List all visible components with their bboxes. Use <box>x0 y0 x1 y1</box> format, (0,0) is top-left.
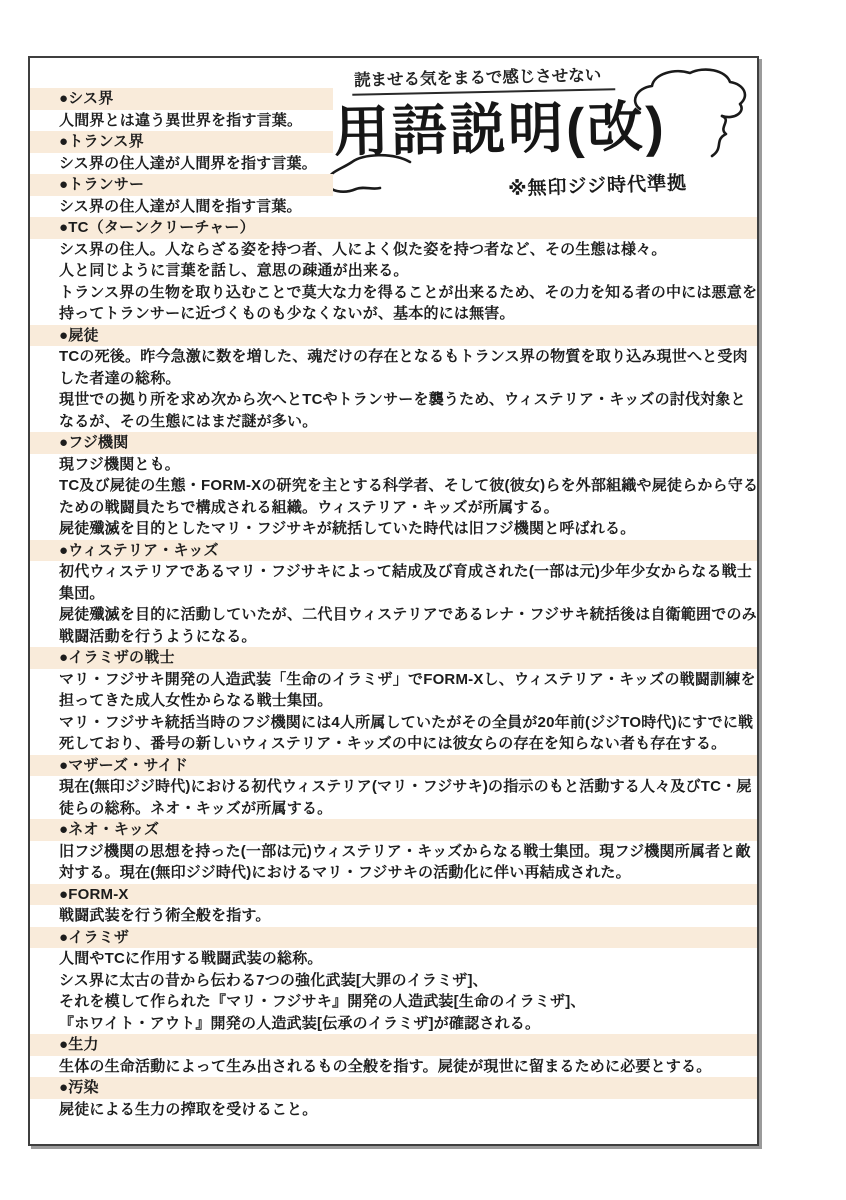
term-header: ●フジ機関 <box>30 432 757 454</box>
definition-line: 生体の生命活動によって生み出されるもの全般を指す。屍徒が現世に留まるために必要とする。 <box>59 1057 712 1075</box>
definition-line: 対する。現在(無印ジジ時代)におけるマリ・フジサキの活動化に伴い再結成された。 <box>59 864 631 881</box>
definition-line: シス界の住人。人ならざる姿を持つ者、人によく似た姿を持つ者など、その生態は様々。 <box>59 240 667 258</box>
term-header: ●マザーズ・サイド <box>30 755 757 777</box>
definition-line: 旧フジ機関の思想を持った(一部は元)ウィステリア・キッズからなる戦士集団。現フジ機関所属者と敵 <box>59 842 751 860</box>
term-header: ●TC（ターンクリーチャー） <box>30 217 757 239</box>
definition-line: シス界の住人達が人間界を指す言葉。 <box>59 154 317 172</box>
definition-line: シス界の住人達が人間を指す言葉。 <box>59 197 302 215</box>
term-header: ●トランス界 <box>30 131 333 153</box>
definition-line: 担ってきた成人女性からなる戦士集団。 <box>59 692 333 709</box>
definition-line: それを模して作られた『マリ・フジサキ』開発の人造武装[生命のイラミザ]、 <box>59 993 586 1010</box>
term-header: ●生力 <box>30 1034 757 1056</box>
definition-line: 持ってトランサーに近づくものも少なくないが、基本的には無害。 <box>59 305 515 322</box>
definition-line: なるが、その生態にはまだ謎が多い。 <box>59 412 318 430</box>
definition-line: 死しており、番号の新しいウィステリア・キッズの中には彼女らの存在を知らない者も存在する。 <box>59 735 727 752</box>
definition-line: 現世での拠り所を求め次から次へとTCやトランサーを襲うため、ウィステリア・キッズの討伐対象と <box>59 391 746 408</box>
definition-line: 初代ウィステリアであるマリ・フジサキによって結成及び育成された(一部は元)少年少女からなる戦士 <box>59 563 753 580</box>
definition-line: マリ・フジサキ開発の人造武装「生命のイラミザ」でFORM-Xし、ウィステリア・キッズの戦闘訓練を <box>59 670 756 688</box>
document-frame <box>28 56 759 1146</box>
glossary-section <box>30 1077 757 1120</box>
definition-line: 屍徒による生力の搾取を受けること。 <box>59 1100 318 1118</box>
term-header: ●イラミザ <box>30 927 757 949</box>
definition-line: 屍徒殲滅を目的に活動していたが、二代目ウィステリアであるレナ・フジサキ統括後は自衛範囲でのみ <box>59 606 757 623</box>
term-header: ●イラミザの戦士 <box>30 647 757 669</box>
term-header: ●屍徒 <box>30 325 757 347</box>
glossary-section <box>30 88 757 131</box>
glossary-section <box>30 432 757 540</box>
definition-line: 集団。 <box>59 584 105 602</box>
term-header: ●トランサー <box>30 174 333 196</box>
term-header: ●ネオ・キッズ <box>30 819 757 841</box>
glossary-section <box>30 131 757 174</box>
definition-line: した者達の総称。 <box>59 369 181 387</box>
glossary-section <box>30 1034 757 1077</box>
term-header: ●シス界 <box>30 88 333 110</box>
definition-line: トランス界の生物を取り込むことで莫大な力を得ることが出来るため、その力を知る者の中には悪意を <box>59 283 758 301</box>
definition-line: 戦闘武装を行う術全般を指す。 <box>59 907 271 924</box>
definition-line: 人間界とは違う異世界を指す言葉。 <box>59 111 303 129</box>
title-annotation: 読ませる気をまるで感じさせない <box>352 61 616 96</box>
definition-line: TC及び屍徒の生態・FORM-Xの研究を主とする科学者、そして彼(彼女)らを外部組織や屍徒らから守る <box>59 477 759 494</box>
glossary-list <box>30 88 757 1120</box>
definition-line: 現在(無印ジジ時代)における初代ウィステリア(マリ・フジサキ)の指示のもと活動する人々及びTC・屍 <box>59 778 752 795</box>
title-note: ※無印ジジ時代準拠 <box>507 172 688 201</box>
definition-line: ための戦闘員たちで構成される組織。ウィステリア・キッズが所属する。 <box>59 498 559 516</box>
definition-line: 戦闘活動を行うようになる。 <box>59 627 257 645</box>
term-header: ●FORM-X <box>30 884 757 906</box>
definition-line: 人と同じように言葉を話し、意思の疎通が出来る。 <box>59 262 409 279</box>
glossary-section <box>30 819 757 884</box>
glossary-section <box>30 217 757 325</box>
glossary-section <box>30 884 757 927</box>
glossary-section <box>30 647 757 755</box>
glossary-section <box>30 174 757 217</box>
definition-line: 人間やTCに作用する戦闘武装の総称。 <box>59 950 323 967</box>
definition-line: シス界に太古の昔から伝わる7つの強化武装[大罪のイラミザ]、 <box>59 971 488 989</box>
definition-line: 徒らの総称。ネオ・キッズが所属する。 <box>59 799 333 817</box>
term-header: ●汚染 <box>30 1077 757 1099</box>
glossary-section <box>30 927 757 1035</box>
term-header: ●ウィステリア・キッズ <box>30 540 757 562</box>
definition-line: マリ・フジサキ統括当時のフジ機関には4人所属していたがその全員が20年前(ジジTO時代)にすでに戦 <box>59 713 754 731</box>
glossary-section <box>30 325 757 433</box>
definition-line: 『ホワイト・アウト』開発の人造武装[伝承のイラミザ]が確認される。 <box>59 1014 541 1032</box>
glossary-section <box>30 540 757 648</box>
page-title: 用語説明(改) <box>333 95 668 163</box>
glossary-section <box>30 755 757 820</box>
definition-line: 屍徒殲滅を目的としたマリ・フジサキが統括していた時代は旧フジ機関と呼ばれる。 <box>59 520 636 537</box>
definition-line: 現フジ機関とも。 <box>59 455 181 473</box>
definition-line: TCの死後。昨今急激に数を増した、魂だけの存在となるもトランス界の物質を取り込み現世へと受肉 <box>59 348 748 365</box>
